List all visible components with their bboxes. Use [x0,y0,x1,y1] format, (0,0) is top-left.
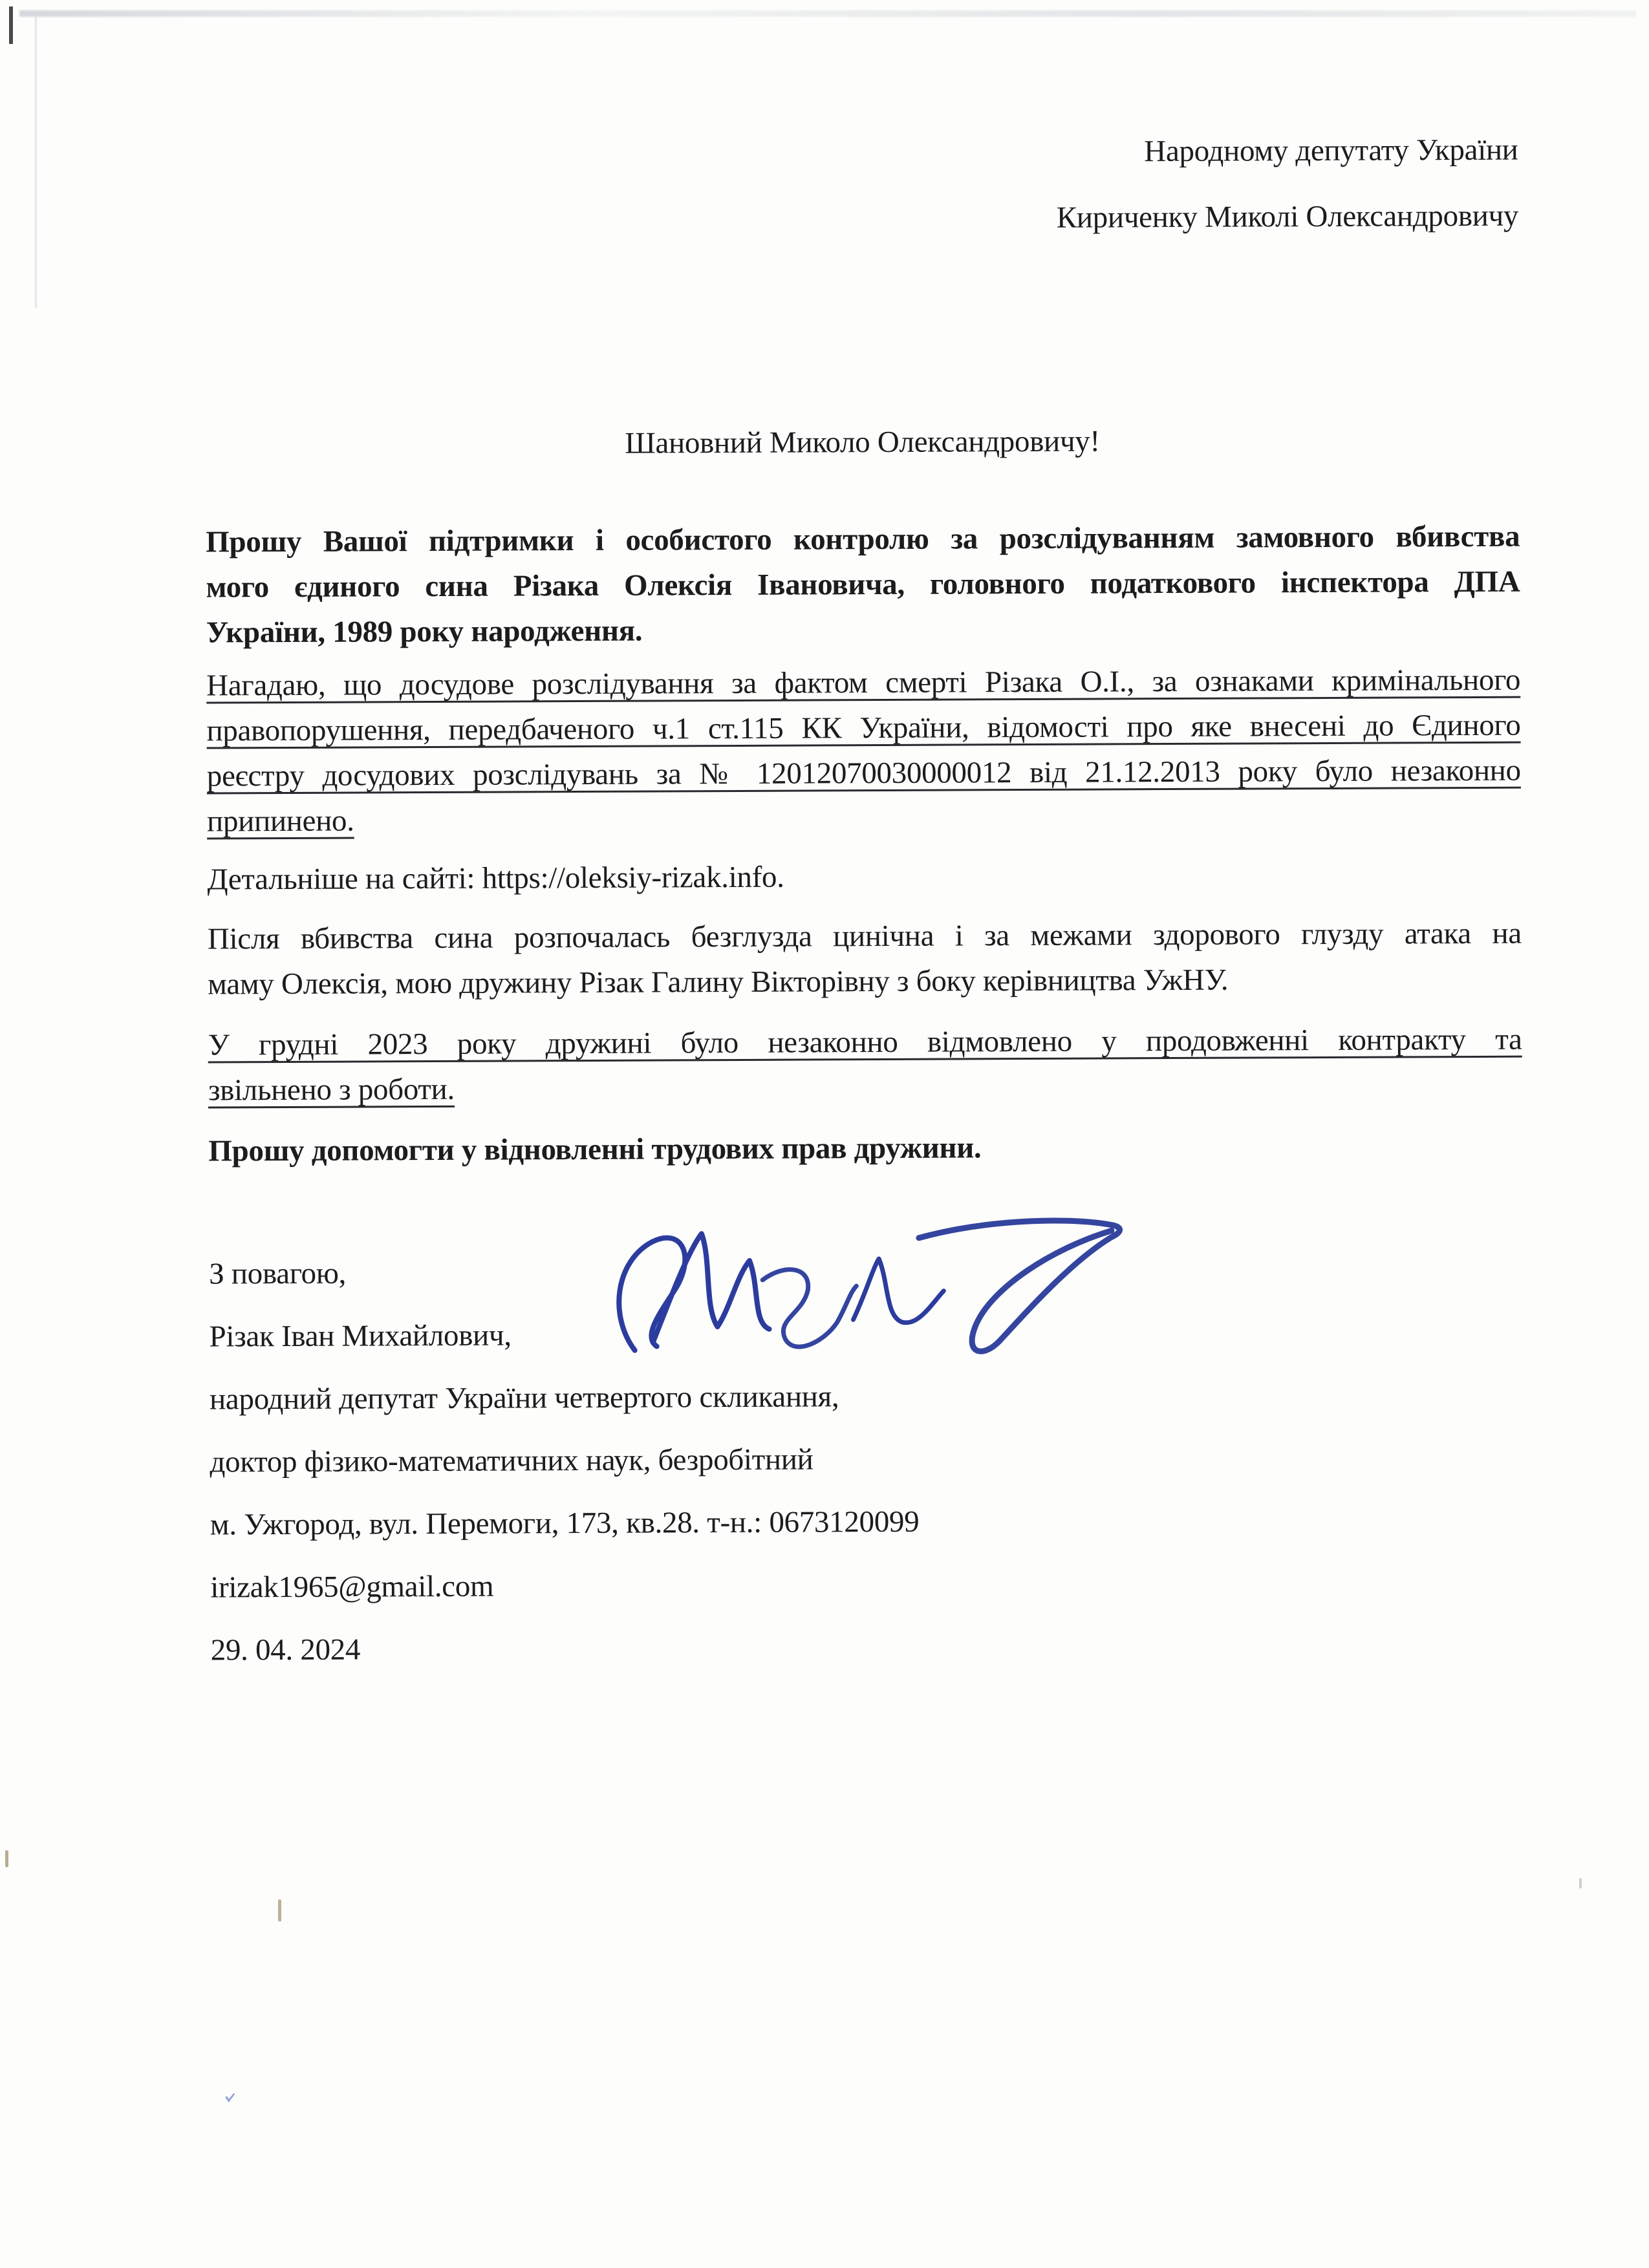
sender-address-phone: м. Ужгород, вул. Перемоги, 173, кв.28. т-н.: 0673120099 [210,1504,920,1542]
scan-speck [278,1899,281,1921]
scan-speck [5,1850,8,1867]
paragraph-request-investigation [206,514,1520,656]
sender-title: доктор фізико-математичних наук, безробітний [210,1442,814,1479]
recipient-line: Кириченку Миколі Олександровичу [1056,198,1519,235]
letter-date: 29. 04. 2024 [210,1632,361,1667]
scan-corner-mark [9,6,13,44]
paragraph-attack-on-wife [208,911,1522,1007]
paragraph-line: маму Олексія, мою дружину Різак Галину Вікторівну з боку керівництва УжНУ. [208,963,1229,1001]
paragraph-line: звільнено з роботи. [208,1072,455,1107]
paragraph-line: правопорушення, передбаченого ч.1 ст.115 КК України, відомості про яке внесені до Єдиного [206,708,1521,748]
sender-name: Різак Іван Михайлович, [209,1318,512,1354]
paragraph-website [207,851,1521,903]
scan-speck [1579,1878,1582,1888]
closing-line: З повагою, [209,1256,347,1291]
sender-title: народний депутат України четвертого скликання, [209,1380,839,1417]
paragraph-line: Після вбивства сина розпочалась безглузда цинічна і за межами здорового глузду атака на [207,916,1522,956]
paragraph-line: Нагадаю, що досудове розслідування за фактом смерті Різака О.І., за ознаками кримінального [206,663,1521,703]
paragraph-line: припинено. [207,804,354,839]
recipient-block [204,127,1518,244]
paragraph-line: Прошу допомогти у відновленні трудових прав дружини. [208,1131,982,1168]
paragraph-case-details [206,658,1521,844]
salutation: Шановний Миколо Олександровичу! [625,424,1100,460]
paragraph-request-help [208,1123,1522,1174]
paragraph-line: У грудні 2023 року дружині було незаконно відмовлено у продовженні контракту та [208,1022,1522,1062]
handwritten-signature [597,1214,1141,1371]
sender-email: irizak1965@gmail.com [210,1569,494,1605]
scan-speck-blue [225,2093,235,2102]
website-line: Детальніше на сайті: https://oleksiy-rizak.info. [207,860,784,897]
letter-content [204,0,1525,1691]
scan-crease-line [35,17,37,308]
recipient-line: Народному депутату України [1144,133,1518,169]
paragraph-line: мого єдиного сина Різака Олексія Івановича, головного податкового інспектора ДПА [206,564,1520,604]
paragraph-line: реєстру досудових розслідувань за № 12012070030000012 від 21.12.2013 року було незаконно [206,753,1521,793]
paragraph-dismissal [208,1017,1522,1113]
paragraph-line: України, 1989 року народження. [206,614,643,650]
paragraph-line: Прошу Вашої підтримки і особистого контролю за розслідуванням замовного вбивства [206,519,1520,559]
